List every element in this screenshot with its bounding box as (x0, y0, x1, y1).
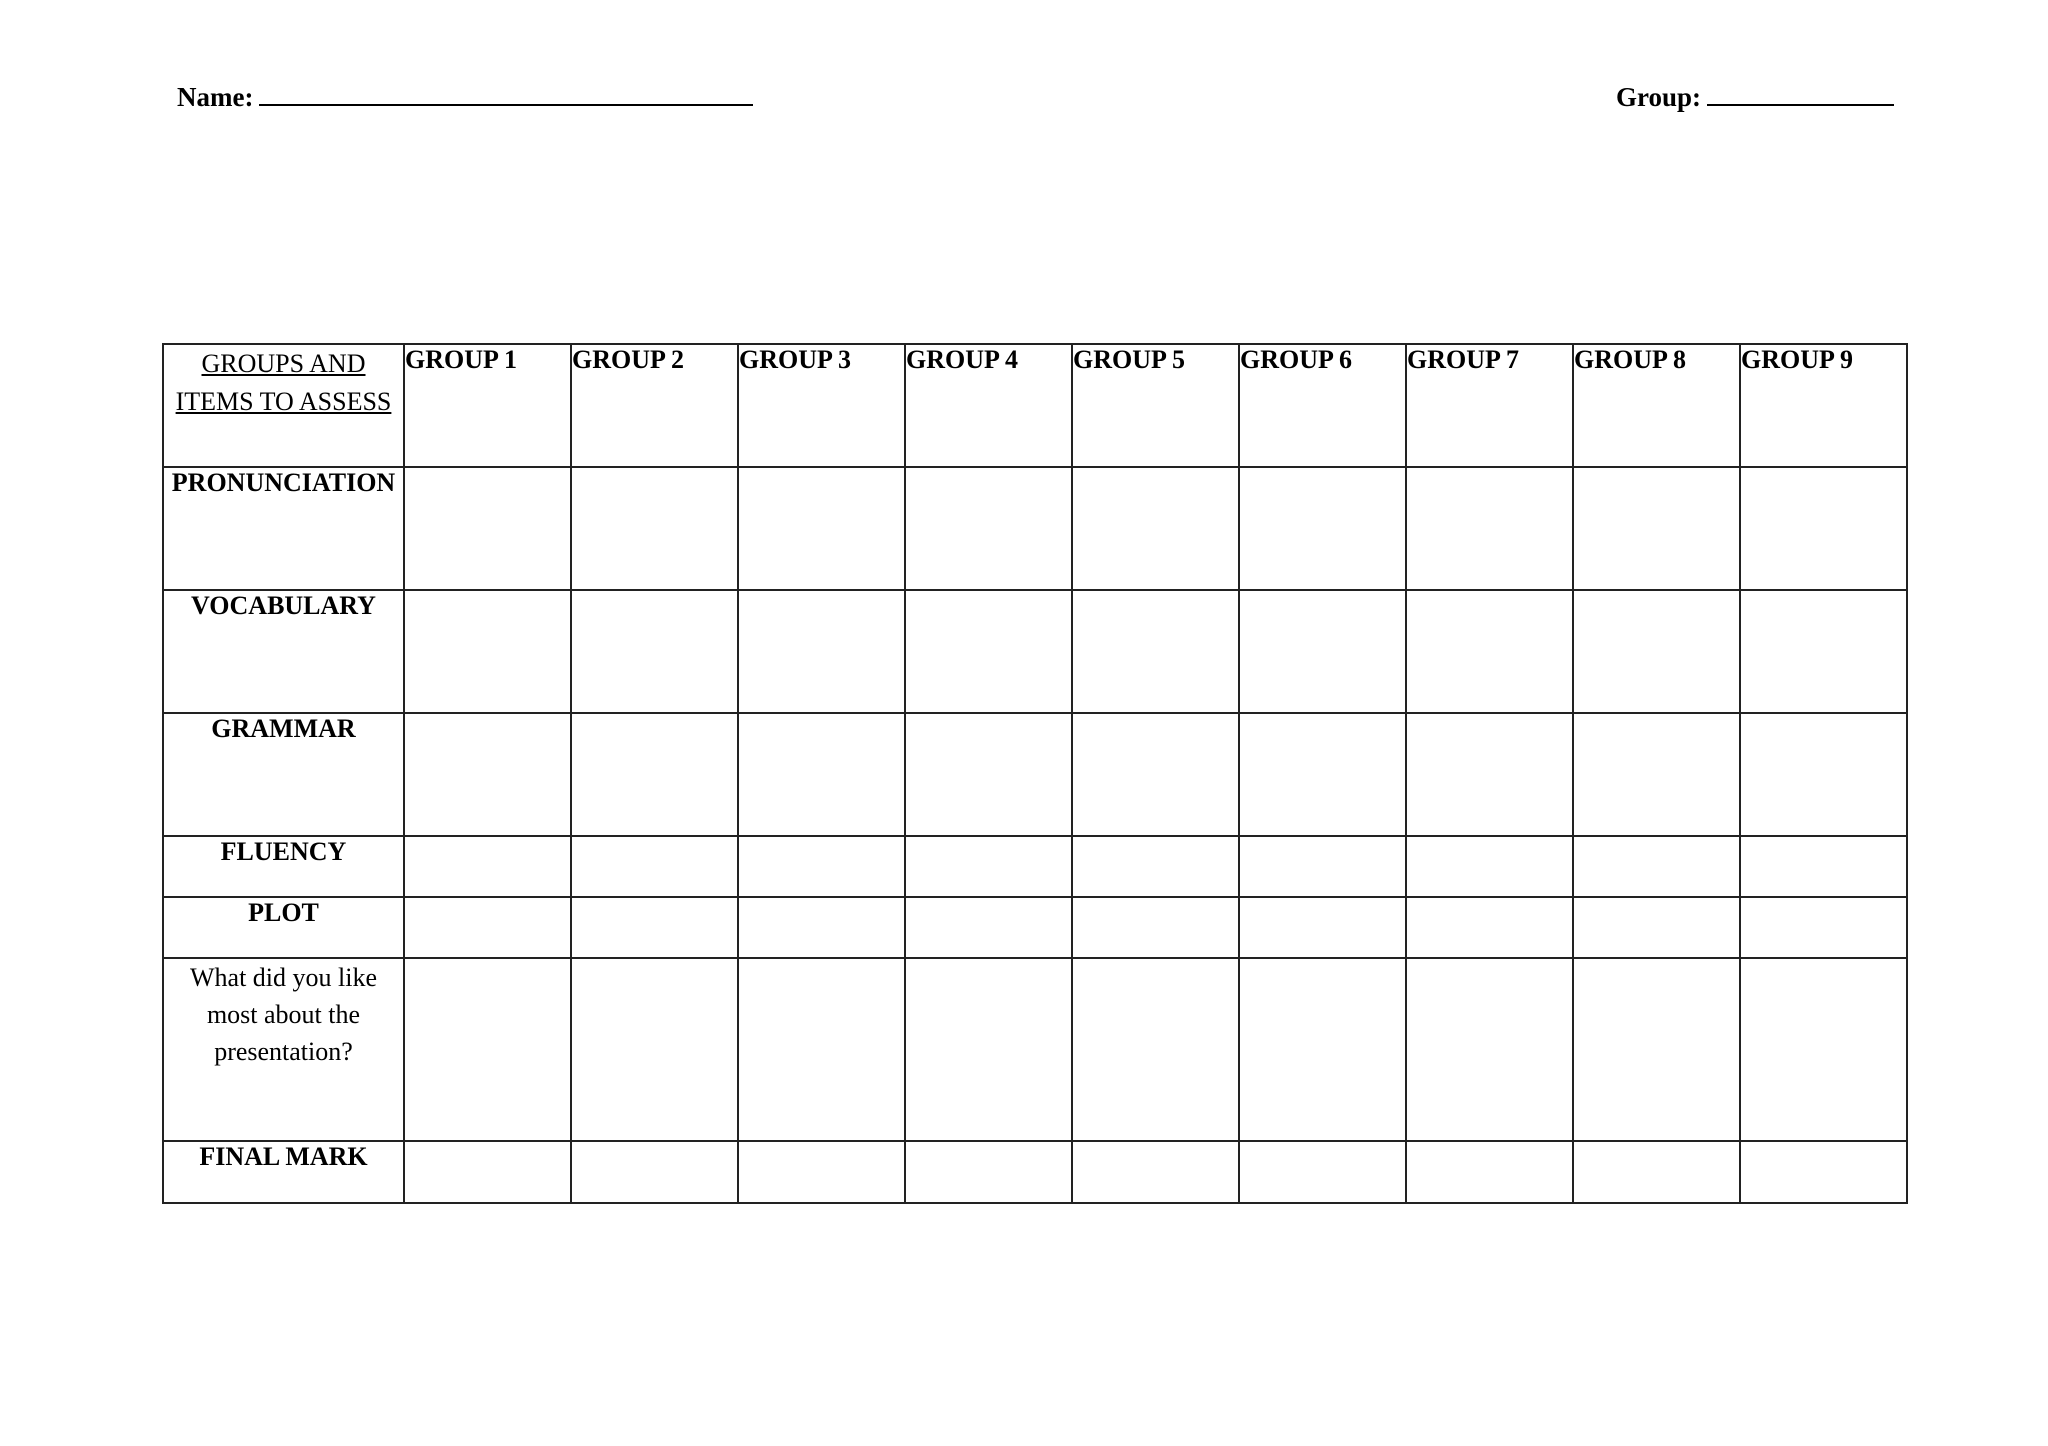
name-blank-line[interactable] (259, 102, 753, 106)
table-row-grammar (163, 713, 1907, 836)
score-cell[interactable] (571, 590, 738, 713)
table-row-pronunciation (163, 467, 1907, 590)
column-header-group-6: GROUP 6 (1239, 344, 1406, 467)
score-cell[interactable] (404, 467, 571, 590)
score-cell[interactable] (571, 713, 738, 836)
row-label-vocabulary: VOCABULARY (163, 590, 404, 713)
comment-cell[interactable] (905, 958, 1072, 1141)
score-cell[interactable] (1573, 836, 1740, 897)
score-cell[interactable] (738, 897, 905, 958)
score-cell[interactable] (571, 836, 738, 897)
name-label: Name: (177, 82, 254, 112)
final-mark-cell[interactable] (1573, 1141, 1740, 1203)
row-label-fluency: FLUENCY (163, 836, 404, 897)
score-cell[interactable] (404, 897, 571, 958)
table-row-liked-most (163, 958, 1907, 1141)
score-cell[interactable] (1072, 467, 1239, 590)
column-header-group-5: GROUP 5 (1072, 344, 1239, 467)
column-header-group-1: GROUP 1 (404, 344, 571, 467)
score-cell[interactable] (571, 897, 738, 958)
corner-header: GROUPS AND ITEMS TO ASSESS (163, 344, 404, 467)
final-mark-cell[interactable] (404, 1141, 571, 1203)
score-cell[interactable] (1573, 713, 1740, 836)
score-cell[interactable] (1573, 590, 1740, 713)
column-header-group-8: GROUP 8 (1573, 344, 1740, 467)
score-cell[interactable] (905, 590, 1072, 713)
column-header-group-7: GROUP 7 (1406, 344, 1573, 467)
score-cell[interactable] (1406, 713, 1573, 836)
score-cell[interactable] (1239, 897, 1406, 958)
score-cell[interactable] (905, 467, 1072, 590)
comment-cell[interactable] (1740, 958, 1907, 1141)
score-cell[interactable] (1239, 836, 1406, 897)
comment-cell[interactable] (571, 958, 738, 1141)
score-cell[interactable] (1406, 897, 1573, 958)
column-header-group-4: GROUP 4 (905, 344, 1072, 467)
score-cell[interactable] (905, 713, 1072, 836)
column-header-group-9: GROUP 9 (1740, 344, 1907, 467)
score-cell[interactable] (1740, 590, 1907, 713)
score-cell[interactable] (1740, 897, 1907, 958)
row-label-final-mark: FINAL MARK (163, 1141, 404, 1203)
score-cell[interactable] (1239, 467, 1406, 590)
score-cell[interactable] (1573, 897, 1740, 958)
score-cell[interactable] (1406, 836, 1573, 897)
score-cell[interactable] (1239, 713, 1406, 836)
comment-cell[interactable] (1406, 958, 1573, 1141)
table-row-fluency (163, 836, 1907, 897)
score-cell[interactable] (571, 467, 738, 590)
score-cell[interactable] (404, 836, 571, 897)
final-mark-cell[interactable] (1406, 1141, 1573, 1203)
name-field[interactable] (177, 84, 753, 111)
score-cell[interactable] (404, 590, 571, 713)
final-mark-cell[interactable] (1239, 1141, 1406, 1203)
score-cell[interactable] (1740, 713, 1907, 836)
table-row-plot (163, 897, 1907, 958)
score-cell[interactable] (404, 713, 571, 836)
final-mark-cell[interactable] (571, 1141, 738, 1203)
group-field[interactable] (1616, 84, 1894, 111)
assessment-table (162, 343, 1908, 1204)
row-label-pronunciation: PRONUNCIATION (163, 467, 404, 590)
column-header-group-3: GROUP 3 (738, 344, 905, 467)
row-label-grammar: GRAMMAR (163, 713, 404, 836)
column-header-group-2: GROUP 2 (571, 344, 738, 467)
score-cell[interactable] (1239, 590, 1406, 713)
final-mark-cell[interactable] (1072, 1141, 1239, 1203)
score-cell[interactable] (1072, 713, 1239, 836)
score-cell[interactable] (738, 590, 905, 713)
score-cell[interactable] (1740, 836, 1907, 897)
score-cell[interactable] (1072, 590, 1239, 713)
group-blank-line[interactable] (1707, 102, 1894, 106)
row-label-plot: PLOT (163, 897, 404, 958)
score-cell[interactable] (738, 467, 905, 590)
score-cell[interactable] (1072, 897, 1239, 958)
score-cell[interactable] (738, 836, 905, 897)
final-mark-cell[interactable] (905, 1141, 1072, 1203)
table-row-vocabulary (163, 590, 1907, 713)
score-cell[interactable] (1072, 836, 1239, 897)
group-label: Group: (1616, 82, 1702, 112)
table-row-final-mark (163, 1141, 1907, 1203)
comment-cell[interactable] (1573, 958, 1740, 1141)
comment-cell[interactable] (738, 958, 905, 1141)
comment-cell[interactable] (404, 958, 571, 1141)
comment-cell[interactable] (1072, 958, 1239, 1141)
score-cell[interactable] (905, 897, 1072, 958)
score-cell[interactable] (1740, 467, 1907, 590)
final-mark-cell[interactable] (1740, 1141, 1907, 1203)
final-mark-cell[interactable] (738, 1141, 905, 1203)
row-label-liked-most: What did you like most about the presentation? (163, 958, 404, 1141)
score-cell[interactable] (905, 836, 1072, 897)
table-header-row (163, 344, 1907, 467)
score-cell[interactable] (738, 713, 905, 836)
score-cell[interactable] (1406, 467, 1573, 590)
score-cell[interactable] (1573, 467, 1740, 590)
score-cell[interactable] (1406, 590, 1573, 713)
comment-cell[interactable] (1239, 958, 1406, 1141)
